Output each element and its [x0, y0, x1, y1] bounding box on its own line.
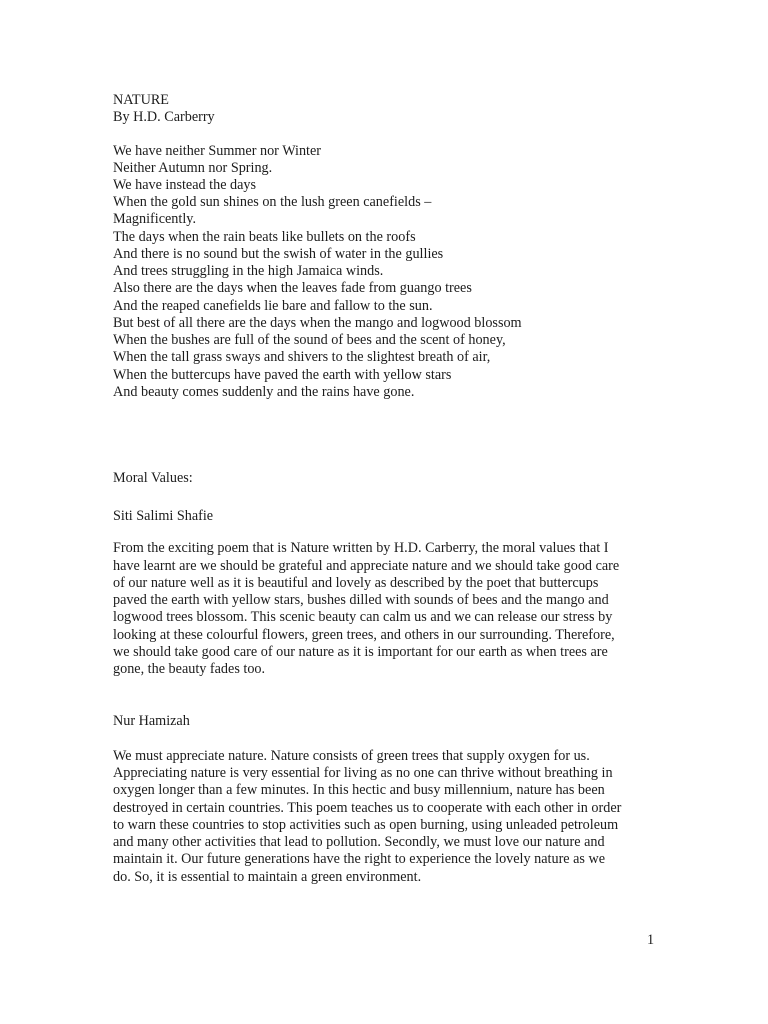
paragraph-line: We must appreciate nature. Nature consists of green trees that supply oxygen for us. — [113, 748, 590, 764]
paragraph-line: we should take good care of our nature as it is important for our earth as when trees are — [113, 644, 608, 660]
paragraph-line: Appreciating nature is very essential for living as no one can thrive without breathing in — [113, 765, 613, 781]
poem-line: Magnificently. — [113, 211, 196, 227]
poem-line: When the gold sun shines on the lush green canefields – — [113, 194, 432, 210]
poem-line: We have instead the days — [113, 177, 257, 193]
poem-line: Also there are the days when the leaves fade from guango trees — [113, 280, 472, 296]
paragraph-line: destroyed in certain countries. This poem teaches us to cooperate with each other in order — [113, 800, 622, 816]
poem-line: When the bushes are full of the sound of bees and the scent of honey, — [113, 332, 506, 348]
paragraph-line: From the exciting poem that is Nature written by H.D. Carberry, the moral values that I — [113, 540, 609, 556]
poem-line: And the reaped canefields lie bare and fallow to the sun. — [113, 298, 433, 314]
paragraph-line: and many other activities that lead to pollution. Secondly, we must love our nature and — [113, 834, 605, 850]
paragraph-line: have learnt are we should be grateful and appreciate nature and we should take good care — [113, 558, 620, 574]
poem-line: Neither Autumn nor Spring. — [113, 160, 273, 176]
paragraph-line: gone, the beauty fades too. — [113, 661, 266, 677]
poem-line: When the buttercups have paved the earth with yellow stars — [113, 367, 452, 383]
poem-line: But best of all there are the days when the mango and logwood blossom — [113, 315, 522, 331]
paragraph-line: oxygen longer than a few minutes. In this hectic and busy millennium, nature has been — [113, 782, 605, 798]
poem-line: The days when the rain beats like bullets on the roofs — [113, 229, 416, 245]
paragraph-line: to warn these countries to stop activities such as open burning, using unleaded petroleum — [113, 817, 619, 833]
poem-title: NATURE — [113, 92, 169, 108]
section-author: Nur Hamizah — [113, 713, 190, 729]
paragraph-line: paved the earth with yellow stars, bushes dilled with sounds of bees and the mango and — [113, 592, 609, 608]
poem-line: And trees struggling in the high Jamaica winds. — [113, 263, 384, 279]
poem-author: By H.D. Carberry — [113, 109, 215, 125]
poem-line: We have neither Summer nor Winter — [113, 143, 322, 159]
paragraph-line: logwood trees blossom. This scenic beauty can calm us and we can release our stress by — [113, 609, 613, 625]
poem-line: When the tall grass sways and shivers to the slightest breath of air, — [113, 349, 491, 365]
paragraph-line: looking at these colourful flowers, green trees, and others in our surrounding. Therefore, — [113, 627, 615, 643]
page-number: 1 — [647, 932, 655, 948]
paragraph-line: of our nature well as it is beautiful and lovely as described by the poet that buttercups — [113, 575, 599, 591]
paragraph-line: maintain it. Our future generations have the right to experience the lovely nature as we — [113, 851, 606, 867]
section-author: Siti Salimi Shafie — [113, 508, 214, 524]
paragraph-line: do. So, it is essential to maintain a green environment. — [113, 869, 422, 885]
poem-line: And beauty comes suddenly and the rains have gone. — [113, 384, 415, 400]
poem-line: And there is no sound but the swish of water in the gullies — [113, 246, 444, 262]
moral-values-heading: Moral Values: — [113, 470, 193, 486]
